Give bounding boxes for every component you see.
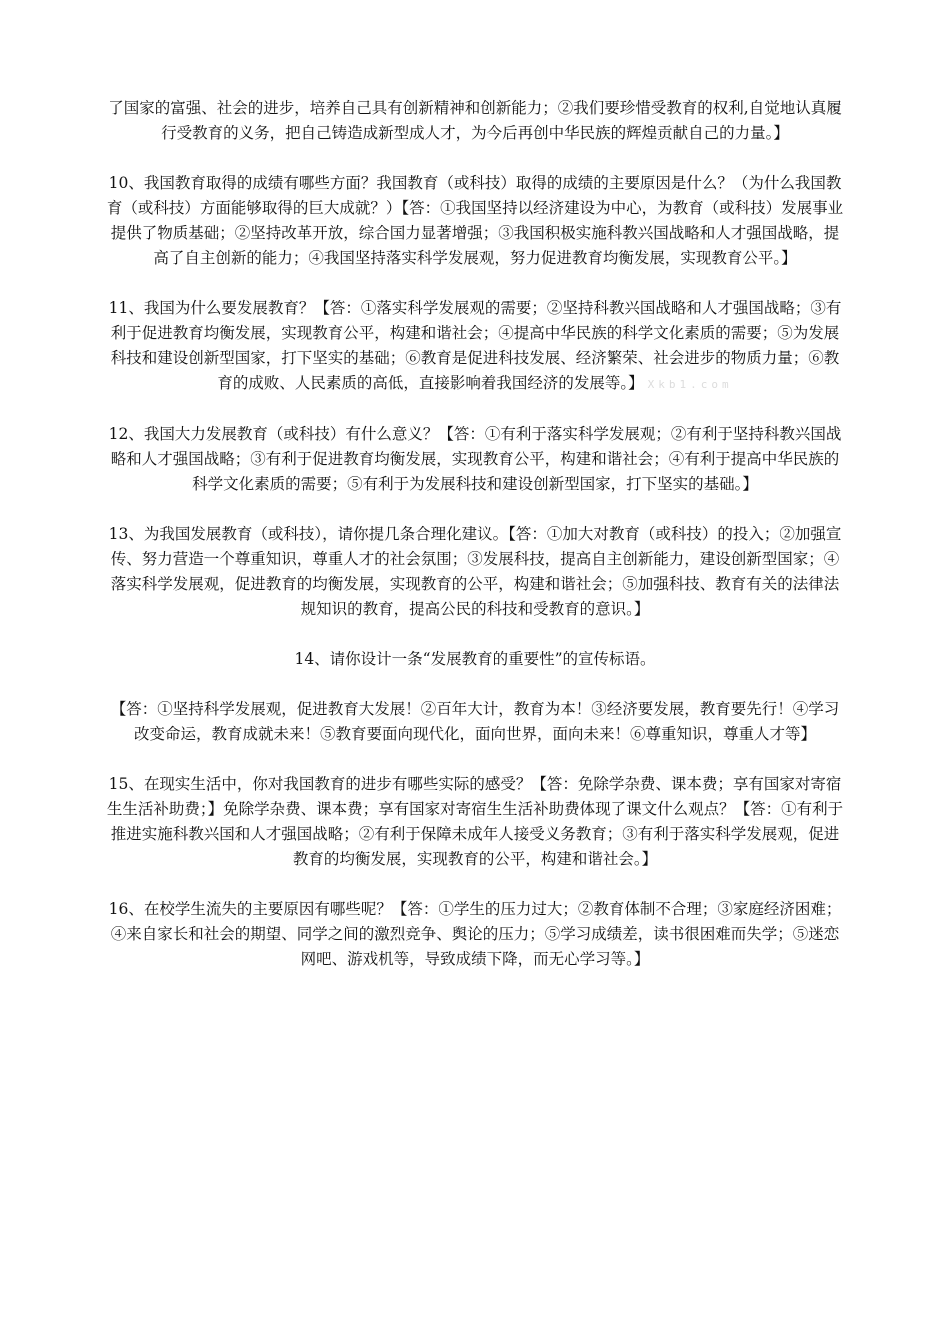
- question-13: 13、为我国发展教育（或科技），请你提几条合理化建议。【答：①加大对教育（或科技）的投入；②加强宣传、努力营造一个尊重知识，尊重人才的社会氛围；③发展科技，提高自主创新能力，建设创新型国家；④落实科学发展观，促进教育的均衡发展，实现教育的公平，构建和谐社会；⑤加强科技、教育有关的法律法规知识的教育，提高公民的科技和受教育的意识。】: [108, 525, 842, 618]
- question-11: [105, 296, 845, 397]
- question-15: 15、在现实生活中，你对我国教育的进步有哪些实际的感受？【答：免除学杂费、课本费；享有国家对寄宿生生活补助费；】免除学杂费、课本费；享有国家对寄宿生生活补助费体现了课文什么观点？【答：①有利于推进实施科教兴国和人才强国战略；②有利于保障未成年人接受义务教育；③有利于落实科学发展观，促进教育的均衡发展，实现教育的公平，构建和谐社会。】: [106, 775, 844, 868]
- question-11-text: 11、我国为什么要发展教育？【答：①落实科学发展观的需要；②坚持科教兴国战略和人才强国战略；③有利于促进教育均衡发展，实现教育公平，构建和谐社会；④提高中华民族的科学文化素质的需要；⑤为发展科技和建设创新型国家，打下坚实的基础；⑥教育是促进科技发展、经济繁荣、社会进步的物质力量；⑥教育的成败、人民素质的高低，直接影响着我国经济的发展等。】: [108, 299, 842, 392]
- document-page: [105, 96, 845, 997]
- paragraph-continuation: 了国家的富强、社会的进步，培养自己具有创新精神和创新能力；②我们要珍惜受教育的权利,自觉地认真履行受教育的义务，把自己铸造成新型成人才，为今后再创中华民族的辉煌贡献自己的力量。】: [108, 99, 842, 142]
- question-14: 14、请你设计一条“发展教育的重要性”的宣传标语。: [294, 650, 656, 668]
- watermark-text: Xkb1.com: [647, 378, 733, 391]
- answer-14: 【答：①坚持科学发展观，促进教育大发展！②百年大计，教育为本！③经济要发展，教育要先行！④学习改变命运，教育成就未来！⑤教育要面向现代化，面向世界，面向未来！⑥尊重知识，尊重人才等】: [110, 700, 840, 743]
- question-16: 16、在校学生流失的主要原因有哪些呢？【答：①学生的压力过大；②教育体制不合理；③家庭经济困难；④来自家长和社会的期望、同学之间的激烈竞争、舆论的压力；⑤学习成绩差，读书很困难而失学；⑤迷恋网吧、游戏机等，导致成绩下降，而无心学习等。】: [108, 900, 842, 968]
- question-12: 12、我国大力发展教育（或科技）有什么意义？【答：①有利于落实科学发展观；②有利于坚持科教兴国战略和人才强国战略；③有利于促进教育均衡发展，实现教育公平，构建和谐社会；④有利于提高中华民族的科学文化素质的需要；⑤有利于为发展科技和建设创新型国家，打下坚实的基础。】: [108, 425, 842, 493]
- question-10: 10、我国教育取得的成绩有哪些方面？我国教育（或科技）取得的成绩的主要原因是什么？（为什么我国教育（或科技）方面能够取得的巨大成就？）【答：①我国坚持以经济建设为中心，为教育（或科技）发展事业提供了物质基础；②坚持改革开放，综合国力显著增强；③我国积极实施科教兴国战略和人才强国战略，提高了自主创新的能力；④我国坚持落实科学发展观，努力促进教育均衡发展，实现教育公平。】: [106, 174, 844, 267]
